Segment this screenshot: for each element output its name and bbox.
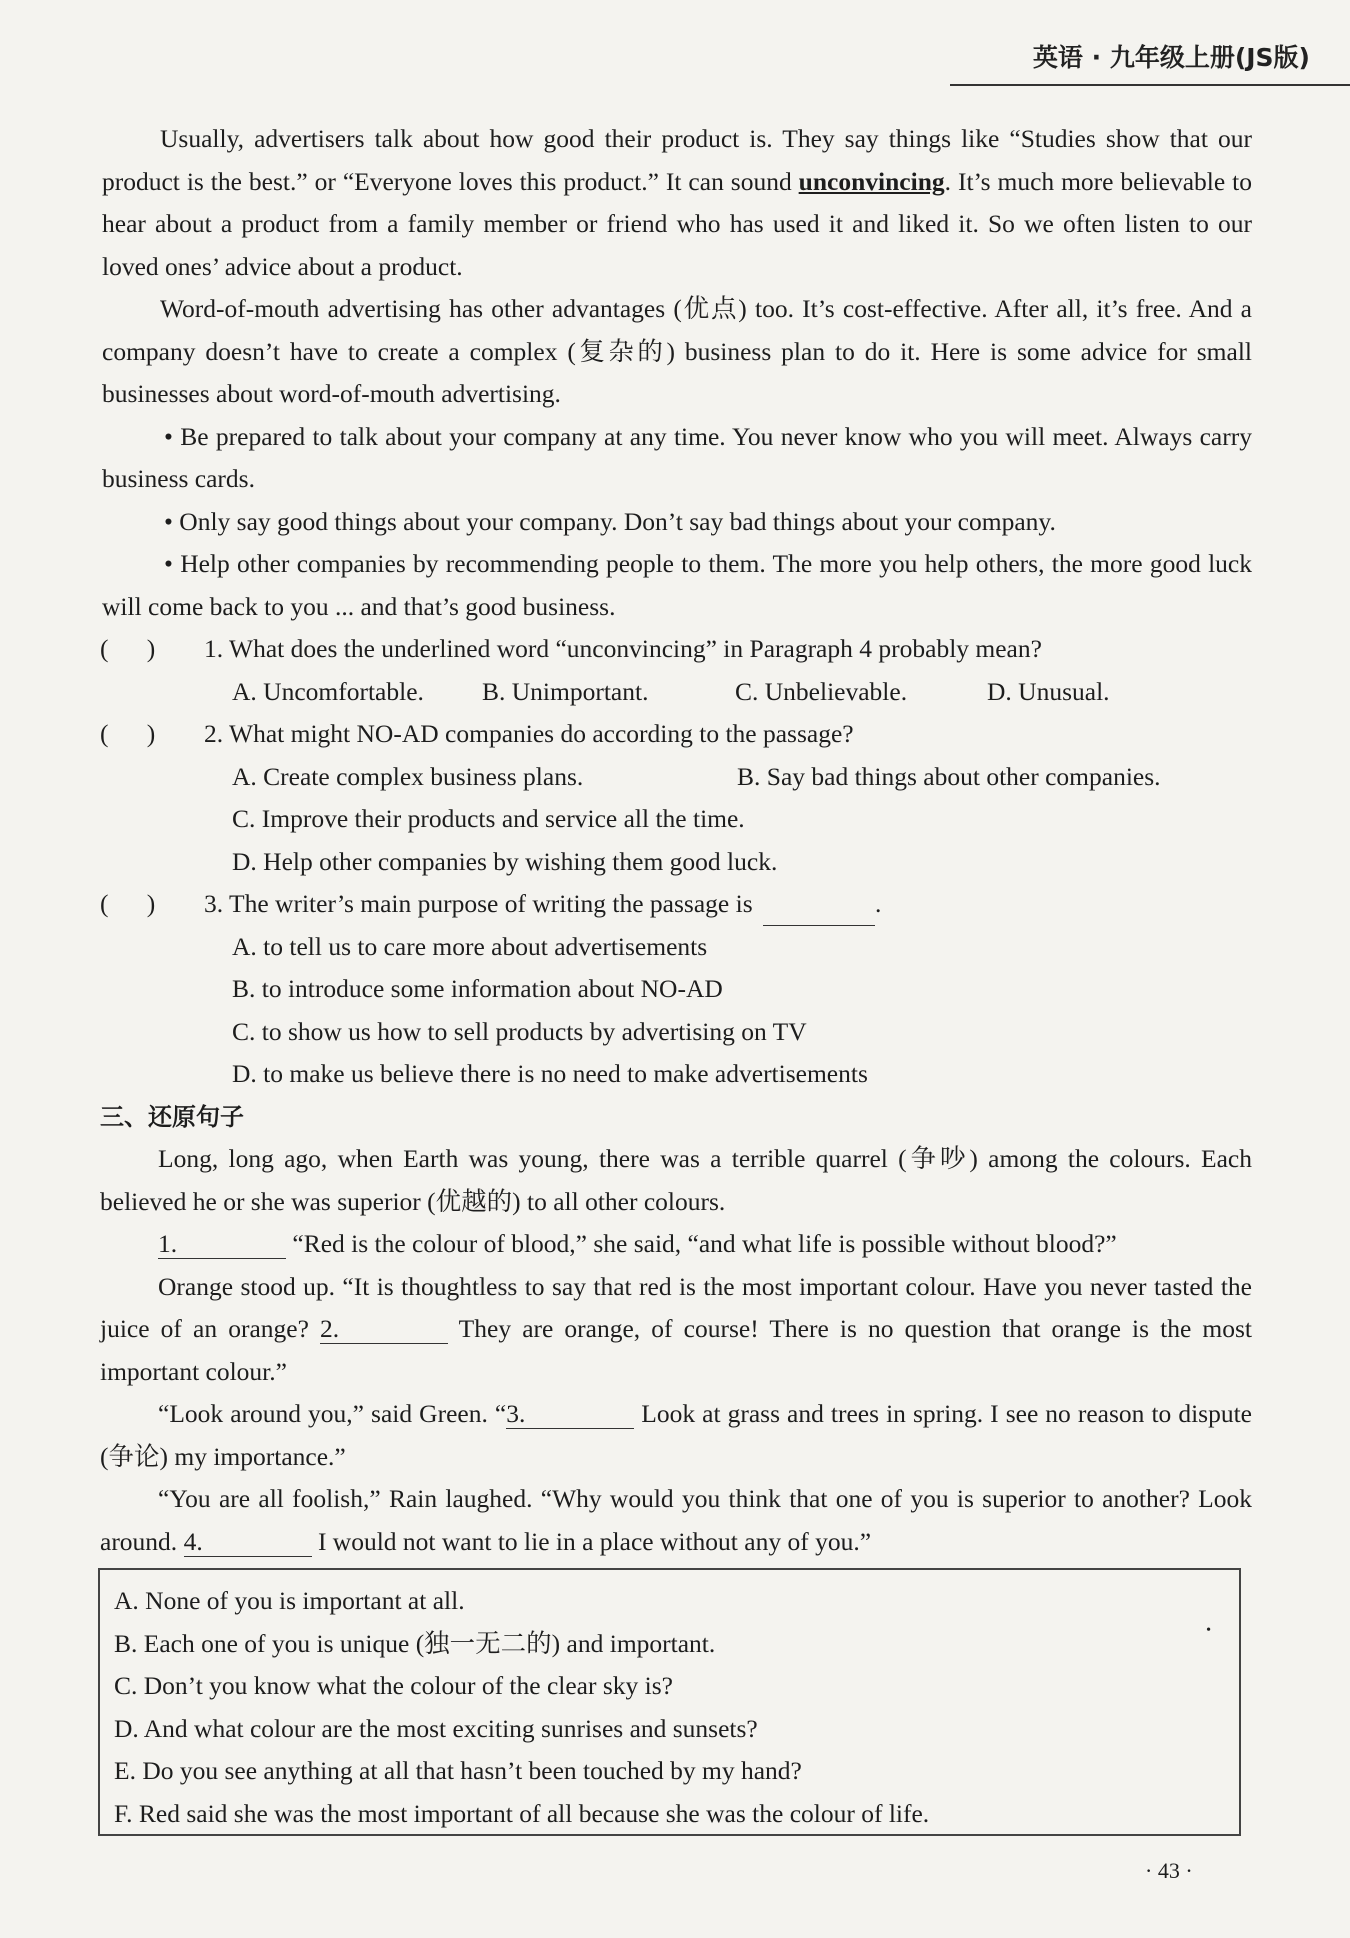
sentence-option-b: B. Each one of you is unique (独一无二的) and important. [114, 1628, 716, 1658]
option-d: D. to make us believe there is no need to make advertisements [232, 1059, 868, 1088]
option-a: A. Uncomfortable. [232, 676, 424, 706]
answer-paren[interactable]: ( ) [100, 889, 156, 918]
passage-content [102, 118, 1252, 1563]
question-stem: 3. The writer’s main purpose of writing the passage is [204, 889, 753, 918]
story-paragraph-5 [100, 1478, 1252, 1563]
bullet-1: • Be prepared to talk about your company at any time. You never know who you will meet. Always carry business cards. [102, 421, 1252, 493]
story-text: Orange stood up. “It is thoughtless to say that red is the most important colour. Have you never tasted the juice of an orange? [100, 1271, 1252, 1343]
story-text: I would not want to lie in a place without any of you.” [311, 1526, 872, 1556]
option-a: A. to tell us to care more about advertisements [232, 931, 708, 961]
option-c: C. to show us how to sell products by advertising on TV [232, 1016, 807, 1046]
sentence-options-box [98, 1568, 1241, 1836]
option-b: B. Say bad things about other companies. [737, 761, 1161, 791]
option-c: C. Improve their products and service all the time. [232, 804, 745, 833]
page-header-title: 英语 · 九年级上册(JS版) [1032, 43, 1310, 72]
answer-paren[interactable]: ( ) [100, 719, 156, 748]
blank-4[interactable]: 4. [184, 1528, 312, 1557]
sentence-option-c: C. Don’t you know what the colour of the clear sky is? [114, 1671, 673, 1700]
paragraph-1-end: . It’s much more believable to hear about a product from a family member or friend who has used it and liked it. So we often listen to our loved ones’ advice about a product. [102, 166, 1252, 281]
sentence-option-d: D. And what colour are the most exciting sunrises and sunsets? [114, 1713, 758, 1743]
story-paragraph-2 [100, 1223, 1252, 1266]
section-title: 三、还原句子 [100, 1102, 244, 1131]
story-text: They are orange, of course! There is no question that orange is the most important colour.” [100, 1314, 1253, 1386]
option-a: A. Create complex business plans. [232, 761, 584, 791]
speck-mark: • [1206, 1623, 1211, 1638]
answer-blank[interactable] [763, 883, 875, 926]
story-text: “Look around you,” said Green. “ [158, 1399, 507, 1428]
page-number: · 43 · [1145, 1858, 1193, 1883]
paragraph-2: Word-of-mouth advertising has other advantages (优点) too. It’s cost-effective. After all, it’s free. And a company doesn’t have to create a complex (复杂的) business plan to do it. Here is some advice for small businesses about word-of-mouth advertising. [102, 294, 1252, 408]
question-stem: 1. What does the underlined word “unconvincing” in Paragraph 4 probably mean? [204, 634, 1042, 663]
story-paragraph-3 [100, 1266, 1252, 1394]
question-1 [100, 628, 1252, 713]
option-c: C. Unbelievable. [735, 676, 908, 706]
story-text: “You are all foolish,” Rain laughed. “Why would you think that one of you is superior to another? Look around. [100, 1484, 1252, 1556]
paragraph-1-text: Usually, advertisers talk about how good their product is. They say things like “Studies show that our product is the best.” or “Everyone loves this product.” It can sound [102, 124, 1252, 196]
header-rule [950, 84, 1350, 86]
story-paragraph-4 [100, 1393, 1252, 1478]
question-3 [100, 883, 1252, 1096]
bullet-3: • Help other companies by recommending people to them. The more you help others, the more good luck will come back to you ... and that’s good business. [102, 549, 1252, 621]
underlined-word: unconvincing [798, 166, 945, 196]
paragraph-1 [102, 118, 1252, 288]
stem-end: . [875, 889, 882, 918]
sentence-option-a: A. None of you is important at all. [114, 1586, 465, 1615]
bullet-2: • Only say good things about your company. Don’t say bad things about your company. [164, 506, 1056, 536]
question-2 [100, 713, 1252, 883]
option-b: B. to introduce some information about NO-AD [232, 974, 723, 1003]
story-text: “Red is the colour of blood,” she said, “and what life is possible without blood?” [286, 1229, 1117, 1258]
blank-3[interactable]: 3. [506, 1400, 634, 1429]
option-d: D. Help other companies by wishing them good luck. [232, 846, 778, 876]
story-text: Look at grass and trees in spring. I see no reason to dispute (争论) my importance.” [100, 1399, 1252, 1471]
story-paragraph-1: Long, long ago, when Earth was young, there was a terrible quarrel (争吵) among the colours. Each believed he or she was superior (优越的) to all other colours. [100, 1144, 1252, 1216]
question-stem: 2. What might NO-AD companies do according to the passage? [204, 719, 854, 748]
sentence-option-f: F. Red said she was the most important of all because she was the colour of life. [114, 1798, 930, 1828]
blank-1[interactable]: 1. [158, 1230, 286, 1259]
option-b: B. Unimportant. [482, 676, 649, 706]
option-d: D. Unusual. [987, 676, 1110, 706]
answer-paren[interactable]: ( ) [100, 634, 156, 663]
sentence-option-e: E. Do you see anything at all that hasn’t been touched by my hand? [114, 1756, 802, 1785]
blank-2[interactable]: 2. [320, 1315, 448, 1344]
